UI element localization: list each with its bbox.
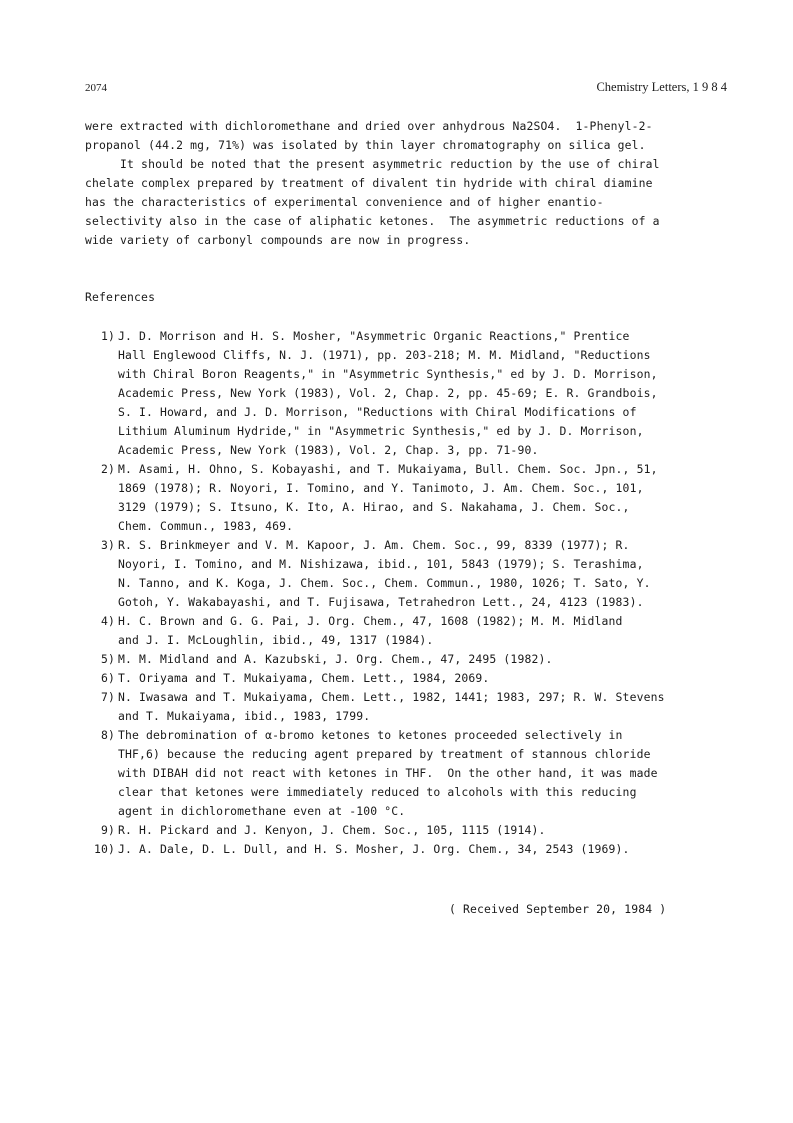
reference-line: THF,6) because the reducing agent prepared by treatment of stannous chloride <box>118 747 651 761</box>
reference-line: N. Iwasawa and T. Mukaiyama, Chem. Lett., 1982, 1441; 1983, 297; R. W. Stevens <box>118 690 665 704</box>
reference-line: agent in dichloromethane even at -100 °C. <box>118 804 406 818</box>
journal-header: Chemistry Letters, 1 9 8 4 <box>596 80 727 94</box>
reference-line: Lithium Aluminum Hydride," in "Asymmetric Synthesis," ed by J. D. Morrison, <box>118 424 644 438</box>
reference-line: Hall Englewood Cliffs, N. J. (1971), pp. 203-218; M. M. Midland, "Reductions <box>118 348 651 362</box>
reference-number: 2) <box>100 462 115 476</box>
references-heading: References <box>85 290 156 304</box>
body-line: propanol (44.2 mg, 71%) was isolated by thin layer chromatography on silica gel. <box>85 138 646 152</box>
body-line: has the characteristics of experimental convenience and of higher enantio- <box>85 195 604 209</box>
reference-line: The debromination of α-bromo ketones to ketones proceeded selectively in <box>118 728 623 742</box>
reference-line: M. M. Midland and A. Kazubski, J. Org. Chem., 47, 2495 (1982). <box>118 652 553 666</box>
reference-line: J. A. Dale, D. L. Dull, and H. S. Mosher, J. Org. Chem., 34, 2543 (1969). <box>118 842 630 856</box>
page-number: 2074 <box>85 82 107 94</box>
body-line: It should be noted that the present asymmetric reduction by the use of chiral <box>85 157 660 171</box>
reference-line: Gotoh, Y. Wakabayashi, and T. Fujisawa, Tetrahedron Lett., 24, 4123 (1983). <box>118 595 644 609</box>
reference-line: clear that ketones were immediately reduced to alcohols with this reducing <box>118 785 637 799</box>
reference-number: 1) <box>100 329 115 343</box>
reference-number: 9) <box>100 823 115 837</box>
reference-line: R. S. Brinkmeyer and V. M. Kapoor, J. Am. Chem. Soc., 99, 8339 (1977); R. <box>118 538 630 552</box>
reference-line: with DIBAH did not react with ketones in THF. On the other hand, it was made <box>118 766 658 780</box>
reference-number: 6) <box>100 671 115 685</box>
reference-line: with Chiral Boron Reagents," in "Asymmetric Synthesis," ed by J. D. Morrison, <box>118 367 658 381</box>
reference-line: Academic Press, New York (1983), Vol. 2, Chap. 3, pp. 71-90. <box>118 443 539 457</box>
reference-number: 5) <box>100 652 115 666</box>
reference-line: 1869 (1978); R. Noyori, I. Tomino, and Y. Tanimoto, J. Am. Chem. Soc., 101, <box>118 481 644 495</box>
reference-line: and T. Mukaiyama, ibid., 1983, 1799. <box>118 709 371 723</box>
reference-number: 3) <box>100 538 115 552</box>
reference-line: H. C. Brown and G. G. Pai, J. Org. Chem., 47, 1608 (1982); M. M. Midland <box>118 614 623 628</box>
body-line: were extracted with dichloromethane and dried over anhydrous Na2SO4. 1-Phenyl-2- <box>85 119 653 133</box>
body-line: selectivity also in the case of aliphatic ketones. The asymmetric reductions of a <box>85 214 660 228</box>
reference-line: R. H. Pickard and J. Kenyon, J. Chem. Soc., 105, 1115 (1914). <box>118 823 546 837</box>
reference-line: 3129 (1979); S. Itsuno, K. Ito, A. Hirao, and S. Nakahama, J. Chem. Soc., <box>118 500 630 514</box>
reference-line: Academic Press, New York (1983), Vol. 2, Chap. 2, pp. 45-69; E. R. Grandbois, <box>118 386 658 400</box>
reference-number: 7) <box>100 690 115 704</box>
reference-line: M. Asami, H. Ohno, S. Kobayashi, and T. Mukaiyama, Bull. Chem. Soc. Jpn., 51, <box>118 462 658 476</box>
reference-line: Chem. Commun., 1983, 469. <box>118 519 294 533</box>
reference-line: J. D. Morrison and H. S. Mosher, "Asymmetric Organic Reactions," Prentice <box>118 329 630 343</box>
reference-number: 10) <box>93 842 115 856</box>
received-date: ( Received September 20, 1984 ) <box>449 902 667 916</box>
reference-line: Noyori, I. Tomino, and M. Nishizawa, ibid., 101, 5843 (1979); S. Terashima, <box>118 557 644 571</box>
body-line: chelate complex prepared by treatment of divalent tin hydride with chiral diamine <box>85 176 653 190</box>
reference-line: T. Oriyama and T. Mukaiyama, Chem. Lett., 1984, 2069. <box>118 671 490 685</box>
body-line: wide variety of carbonyl compounds are now in progress. <box>85 233 471 247</box>
reference-line: and J. I. McLoughlin, ibid., 49, 1317 (1984). <box>118 633 434 647</box>
reference-number: 8) <box>100 728 115 742</box>
reference-line: S. I. Howard, and J. D. Morrison, "Reductions with Chiral Modifications of <box>118 405 637 419</box>
reference-number: 4) <box>100 614 115 628</box>
reference-line: N. Tanno, and K. Koga, J. Chem. Soc., Chem. Commun., 1980, 1026; T. Sato, Y. <box>118 576 651 590</box>
